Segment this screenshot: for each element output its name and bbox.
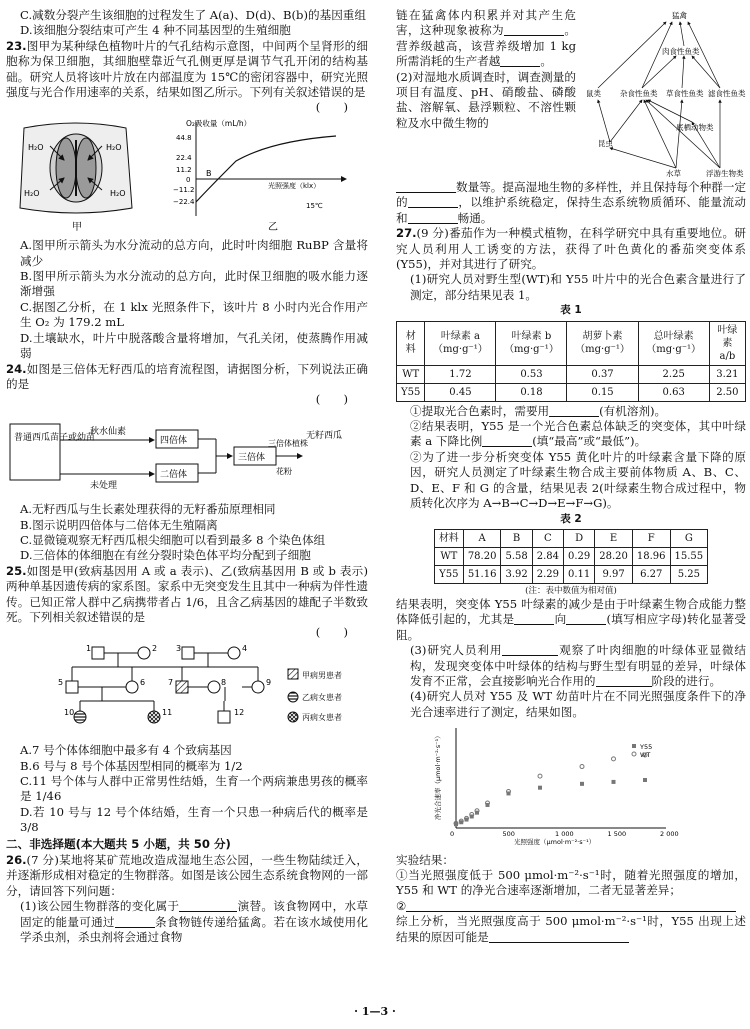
table-row [397,383,746,401]
answer-blank[interactable] [596,674,652,687]
y-tick: 22.4 [176,153,192,162]
answer-blank[interactable] [489,930,629,943]
table-cell: 0.11 [563,565,594,583]
table-header: 叶绿素 a/b [709,321,745,365]
q24-option-c: C.显微镜观察无籽西瓜根尖细胞可以看到最多 8 个染色体组 [20,532,326,547]
answer-blank[interactable] [406,899,736,912]
left-column [6,8,368,945]
x-tick-label: 1 500 [607,830,627,839]
q24-stem: 24.如图是三倍体无籽西瓜的培育流程图，请据图分析，下列说法正确的是 ( ) [6,361,368,407]
table-header: 叶绿素 b（mg·g⁻¹） [496,321,567,365]
pollen-label: 花粉 [276,466,292,476]
data-point-y55 [612,780,616,784]
photosynthesis-scatter-chart [396,720,746,848]
x-tick-label: 0 [450,830,455,839]
legend-item: 甲病男患者 [302,670,342,680]
y-tick: −22.4 [173,197,195,206]
answer-blank[interactable] [408,211,458,224]
answer-blank[interactable] [482,434,532,447]
food-web-node: 杂食性鱼类 [620,89,658,98]
q24-flowchart [6,408,368,498]
q26-part2-cont: 数量等。提高湿地生物的多样性，并且保持每个种群一定的 ，以维护系统稳定，保持生态系统物质循环、能量流动和 畅通。 [396,180,746,225]
x-tick-label: 2 000 [660,830,679,839]
q27-1b: ②结果表明，Y55 是一个光合色素总体缺乏的突变体，其中叶绿素 a 下降比例 (填“最高”或“最低”)。 [410,419,746,449]
x-tick-label: 500 [502,830,515,839]
table-cell: 0.45 [425,383,496,401]
food-web-node: 草食性鱼类 [666,89,704,98]
precursor-table [434,529,708,584]
triploid-plant-label: 三倍体植株 [268,438,308,448]
table-cell: 1.72 [425,365,496,383]
table-cell: 78.20 [463,547,501,565]
table-header: 材料 [397,321,425,365]
y-tick: 44.8 [176,133,192,142]
table-cell: 2.29 [532,565,563,583]
q23-option-b: B.图甲所示箭头为水分流动的总方向，此时保卫细胞的吸水能力逐渐增强 [20,269,368,299]
q23-figure [6,116,368,234]
h2o-label: H₂O [106,142,122,152]
data-point-y55 [643,778,647,782]
q25-option-c: C.11 号个体与人群中正常男性结婚，生育一个两病兼患男孩的概率是 1/46 [20,774,368,804]
legend-square-marker [632,744,636,748]
data-point-y55 [538,786,542,790]
table-cell: 5.58 [501,547,532,565]
legend-item: 丙病女患者 [302,712,342,722]
table-cell: 0.29 [563,547,594,565]
triploid-box: 三倍体 [238,452,266,463]
q26-part2: (2)对湿地水质调查时，调查测量的项目有温度、pH、硝酸盐、磷酸盐、溶解氧、悬浮颗粒、不溶性颗粒及水中微生物的 [396,69,576,130]
q27-1a: ①提取光合色素时，需要用 (有机溶剂)。 [410,403,667,418]
table-header: F [632,529,670,547]
table-cell: 6.27 [632,565,670,583]
q24-option-a: A.无籽西瓜与生长素处理获得的无籽番茄原理相同 [20,502,276,517]
q27-1c: ②为了进一步分析突变体 Y55 黄化叶片的叶绿素含量下降的原因，研究人员测定了叶绿素生物合成主要前体物质 A、B、C、D、E、F 和 G 的含量，结果见表 2(叶绿素生物合成过程中，物质转化次序为 A→B→C→D→E→F→G)。 [410,449,746,511]
x-axis-label: 光照强度（μmol·m⁻²·s⁻¹） [514,838,596,847]
q24-option-d: D.三倍体的体细胞在有丝分裂时染色体平均分配到子细胞 [20,548,311,563]
legend-item: 乙病女患者 [302,692,342,702]
person-id: 4 [242,643,248,653]
right-column [396,8,746,945]
table-cell: Y55 [397,383,425,401]
untreated-label: 未处理 [90,480,118,491]
data-point-wt [580,765,584,769]
result-title: 实验结果： [396,852,454,867]
person-id: 3 [176,643,182,653]
q27-part3: (3)研究人员利用 观察了叶肉细胞的叶绿体亚显微结构，发现突变体中叶绿体的结构与野生型有明显的差异，叶绿体发育不正常，会直接影响光合作用的 阶段的进行。 [410,643,746,688]
table-cell: 0.18 [496,383,567,401]
q26-text-block [396,8,576,180]
data-point-y55 [580,782,584,786]
table-header: 总叶绿素（mg·g⁻¹） [638,321,709,365]
table-cell: 0.53 [496,365,567,383]
person-id: 5 [58,677,64,687]
table-cell: 3.21 [709,365,745,383]
answer-blank[interactable] [549,404,599,417]
pedigree-chart [6,641,368,739]
person-id: 11 [162,707,173,717]
answer-blank[interactable] [514,612,554,625]
table-header: C [532,529,563,547]
h2o-label: H₂O [110,188,126,198]
food-web-node: 猛禽 [672,11,687,20]
table-cell: 2.25 [638,365,709,383]
result-1: ①当光照强度低于 500 μmol·m⁻²·s⁻¹时，随着光照强度的增加，Y55 和 WT 的净光合速率逐渐增加，二者无显著差异； [396,867,746,898]
y-axis-label: 净光合速率（μmol·m⁻²·s⁻¹） [434,732,442,821]
table-header: D [563,529,594,547]
q26-stem: 26.(7 分)某地将某矿荒地改造成湿地生态公园，一些生物陆续迁入，并逐渐形成相对稳定的生物群落。如图是该公园生态系统食物网的一部分，请回答下列问题： [6,853,368,898]
tetraploid-box: 四倍体 [160,435,188,446]
y-tick: −11.2 [173,185,195,194]
temperature-label: 15℃ [306,201,323,210]
q25-option-d: D.若 10 号与 12 号个体结婚，生育一个只患一种病后代的概率是 3/8 [20,804,368,835]
q27-result: 结果表明，突变体 Y55 叶绿素的减少是由于叶绿素生物合成能力整体降低引起的，尤其是 向 (填写相应字母)转化显著受阻。 [396,596,746,642]
table-cell: WT [434,547,463,565]
h2o-label: H₂O [24,188,40,198]
person-id: 12 [234,707,245,717]
table-cell: 5.25 [670,565,708,583]
person-id: 2 [152,643,158,653]
table-cell: 28.20 [595,547,633,565]
table-cell: 18.96 [632,547,670,565]
q27-stem: 27.(9 分)番茄作为一种模式植物，在科学研究中具有重要地位。研究人员利用人工诱变的方法，获得了叶色黄化的番茄突变体系(Y55)，并对其进行了研究。 [396,226,746,272]
table-cell: Y55 [434,565,463,583]
answer-blank[interactable] [179,899,237,912]
table-cell: 15.55 [670,547,708,565]
table2-caption: 表 2 [560,512,582,525]
table-cell: 51.16 [463,565,501,583]
table-cell: 2.50 [709,383,745,401]
pigment-table [396,321,746,402]
legend-circle-marker [632,752,636,756]
table2-note: (注：表中数值为相对值) [525,585,617,596]
q22-option-c: C.减数分裂产生该细胞的过程发生了 A(a)、D(d)、B(b)的基因重组 [20,8,366,22]
q23-option-d: D.土壤缺水，叶片中脱落酸含量将增加，气孔关闭，使蒸腾作用减弱 [20,330,368,361]
table-row [434,547,707,565]
food-web-node: 滤食性鱼类 [708,89,746,98]
table-cell: 0.37 [567,365,638,383]
table-header-row [397,321,746,365]
data-point-wt [612,757,616,761]
answer-blank[interactable] [502,643,558,656]
table-header: G [670,529,708,547]
q26-part1: (1)该公园生物群落的变化属于 演替。该食物网中，水草固定的能量可通过 条食物链传递给猛禽。若在该水域使用化学杀虫剂，杀虫剂将会通过食物 [20,899,368,945]
food-web-node: 昆虫 [598,139,613,148]
section-two-heading: 二、非选择题(本大题共 5 小题，共 50 分) [6,836,231,851]
q22-option-d: D.该细胞分裂结束可产生 4 种不同基因型的生殖细胞 [20,23,291,38]
food-web-node: 浮游生物类 [706,169,744,178]
food-web-node: 水草 [666,169,681,178]
person-id: 7 [168,677,174,687]
q25-stem: 25.如图是甲(致病基因用 A 或 a 表示)、乙(致病基因用 B 或 b 表示)两种单基因遗传病的家系图。家系中无突变发生且其中一种病为伴性遗传。已知正常人群中乙病携带者占 1/6，且含乙病基因的雄配子半数致死。下列相关叙述错误的是 ( ) [6,563,368,640]
figure-caption-b: 乙 [268,221,278,233]
q26-continued-block [396,8,746,180]
summary: 综上分析，当光照强度高于 500 μmol·m⁻²·s⁻¹时，Y55 出现上述结果的原因可能是 [396,914,746,944]
answer-blank[interactable] [396,180,456,193]
table-header: 叶绿素 a（mg·g⁻¹） [425,321,496,365]
table-cell: 9.97 [595,565,633,583]
table-header: B [501,529,532,547]
q23-stem: 23.图甲为某种绿色植物叶片的气孔结构示意图，中间两个呈肾形的细胞称为保卫细胞，其细胞壁靠近气孔侧更厚是调节气孔开闭的结构基础。研究人员将该叶片放在内部温度为 15℃的密闭容器中，研究光照强度与光合作用速率的关系，结果如图乙所示。下列有关叙述错误的是 ( ) [6,38,368,115]
q23-option-a: A.图甲所示箭头为水分流动的总方向，此时叶肉细胞 RuBP 含量将减少 [20,238,368,268]
q27-part4: (4)研究人员对 Y55 及 WT 幼苗叶片在不同光照强度条件下的净光合速率进行了测定，结果如图。 [410,689,746,719]
table-header: E [595,529,633,547]
q25-option-b: B.6 号与 8 号个体基因型相同的概率为 1/2 [20,758,243,773]
diploid-box: 二倍体 [160,469,188,480]
data-point-wt [538,774,542,778]
table-cell: 0.63 [638,383,709,401]
answer-blank[interactable] [566,612,606,625]
q27-part1: (1)研究人员对野生型(WT)和 Y55 叶片中的光合色素含量进行了测定，部分结果见表 1。 [410,272,746,302]
q26-continued: 链在猛禽体内积累并对其产生危害，这种现象被称为 。营养级越高，该营养级增加 1 kg 所需消耗的生产者越 。 [396,8,576,69]
answer-blank[interactable] [115,915,155,928]
q24-option-b: B.图示说明四倍体与二倍体无生殖隔离 [20,517,218,532]
answer-blank[interactable] [408,195,458,208]
figure-caption-a: 甲 [72,221,82,233]
stomata-diagram [20,123,132,233]
seedling-box-label: 普通西瓜苗子或幼苗 [14,432,96,443]
answer-blank[interactable] [504,23,564,36]
table-header: 材料 [434,529,463,547]
legend-label: WT [640,751,651,760]
result-2: ② [396,899,746,914]
page-number: · 1—3 · [354,1004,396,1018]
person-id: 6 [140,677,146,687]
person-id: 10 [64,707,75,717]
table1-caption: 表 1 [560,304,582,317]
seedless-label: 无籽西瓜 [306,430,343,441]
legend-label: Y55 [640,743,653,752]
y-tick: 0 [186,175,191,184]
x-axis-label: 光照强度（klx） [268,181,321,190]
o2-curve-graph [173,118,346,233]
person-id: 1 [86,643,92,653]
food-web-node: 肉食性鱼类 [662,47,700,56]
table-cell: 0.15 [567,383,638,401]
food-web-node: 鼠类 [586,89,601,98]
table-header-row [434,529,707,547]
table-cell: 2.84 [532,547,563,565]
table-header: A [463,529,501,547]
table-cell: 3.92 [501,565,532,583]
q25-option-a: A.7 号个体体细胞中最多有 4 个致病基因 [20,743,232,758]
answer-blank[interactable] [500,54,540,67]
table-header: 胡萝卜素（mg·g⁻¹） [567,321,638,365]
person-id: 8 [221,677,227,687]
q23-option-c: C.据图乙分析，在 1 klx 光照条件下，该叶片 8 小时内光合作用产生 O₂ 为 179.2 mL [20,299,368,330]
person-id: 9 [266,677,272,687]
table-row [397,365,746,383]
table-row [434,565,707,583]
x-tick-label: 1 000 [555,830,574,839]
food-web-diagram [580,8,746,180]
table-cell: WT [397,365,425,383]
point-b-label: B [206,168,212,178]
colchicine-label: 秋水仙素 [90,426,127,437]
y-tick: 11.2 [176,165,192,174]
o2-axis-label: O₂吸收量（mL/h） [186,118,252,128]
h2o-label: H₂O [28,142,44,152]
food-web-node: 底栖动物类 [676,123,714,132]
